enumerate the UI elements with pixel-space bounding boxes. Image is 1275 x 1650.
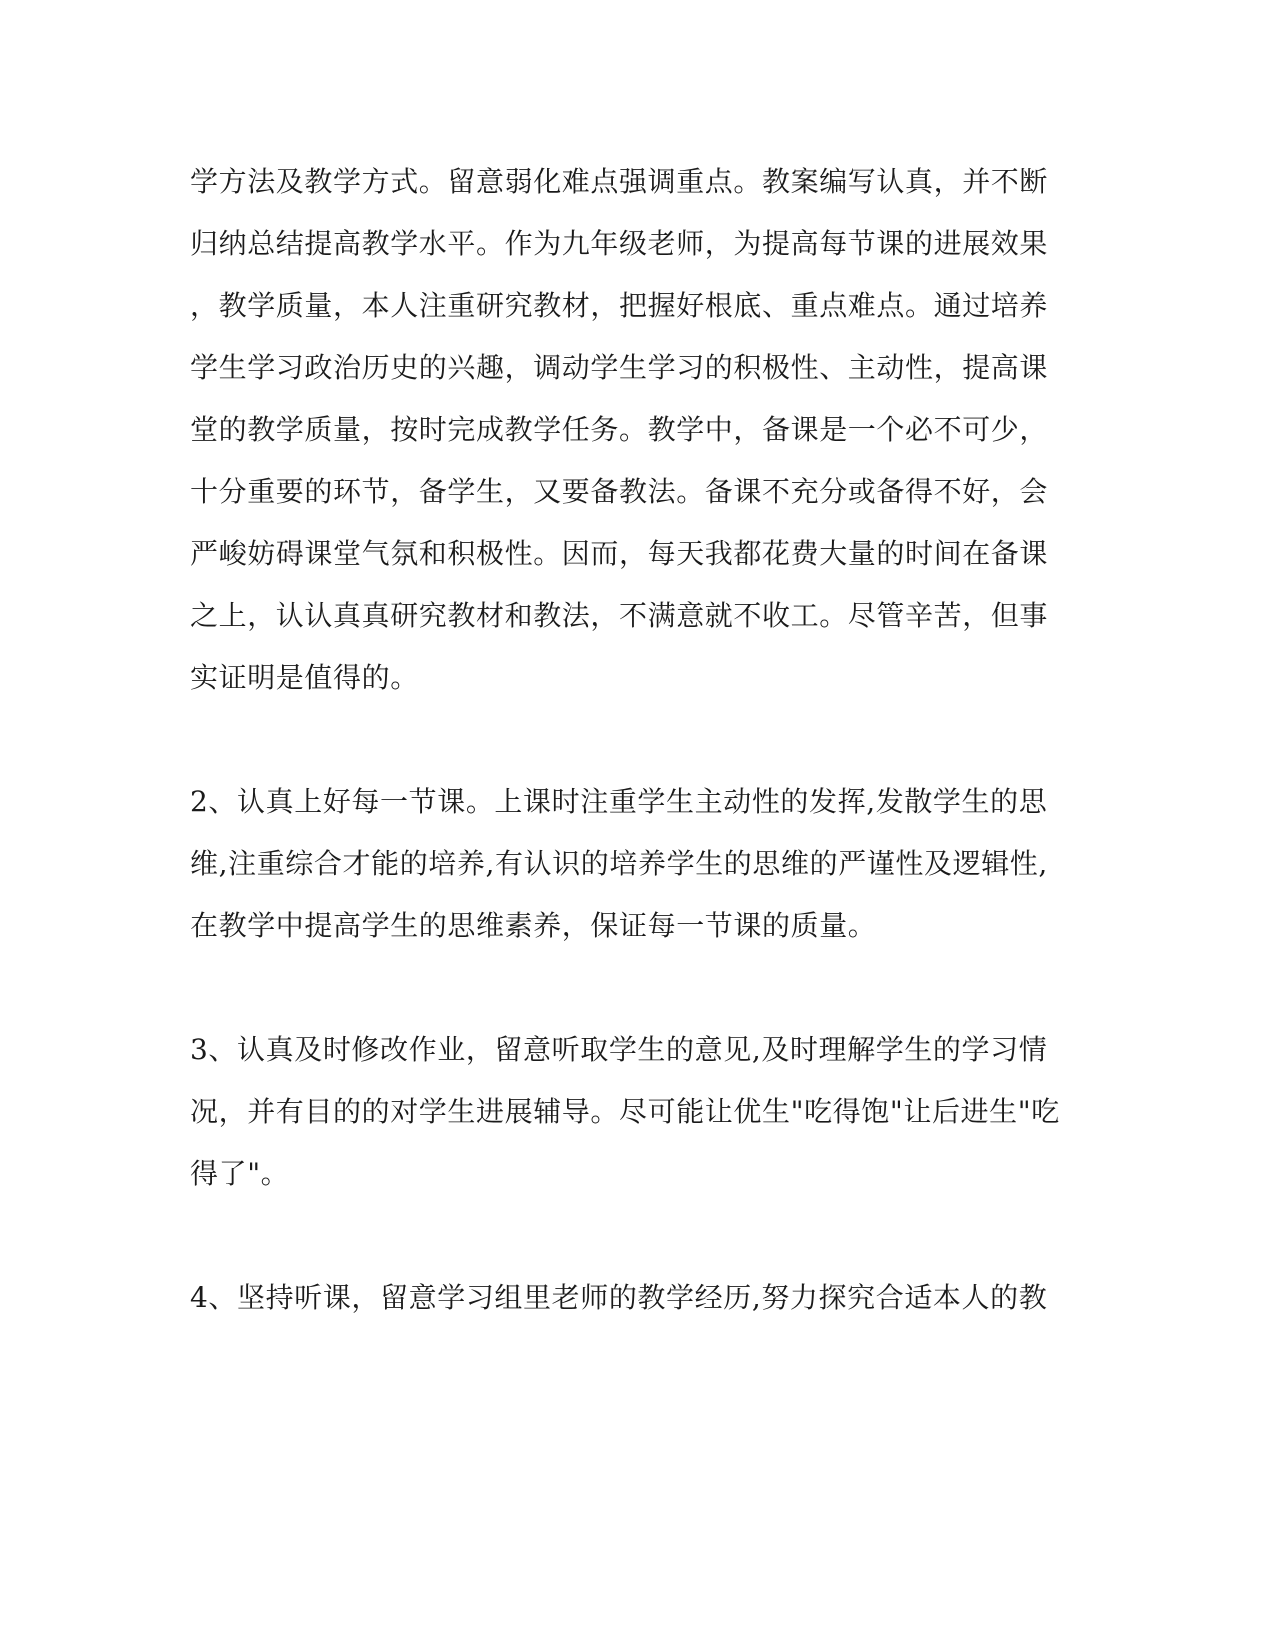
paragraph-4-line-1: 4、坚持听课，留意学习组里老师的教学经历,努力探究合适本人的教 <box>190 1281 1048 1314</box>
paragraph-2-line-2: 维,注重综合才能的培养,有认识的培养学生的思维的严谨性及逻辑性, <box>190 847 1048 880</box>
paragraph-2-line-1: 2、认真上好每一节课。上课时注重学生主动性的发挥,发散学生的思 <box>190 785 1048 818</box>
paragraph-1-line-9: 实证明是值得的。 <box>190 661 419 694</box>
paragraph-3-line-1: 3、认真及时修改作业，留意听取学生的意见,及时理解学生的学习情 <box>190 1033 1048 1066</box>
paragraph-2-line-3: 在教学中提高学生的思维素养，保证每一节课的质量。 <box>190 909 877 942</box>
paragraph-3-line-2: 况，并有目的的对学生进展辅导。尽可能让优生"吃得饱"让后进生"吃 <box>190 1095 1060 1128</box>
paragraph-1-line-1: 学方法及教学方式。留意弱化难点强调重点。教案编写认真，并不断 <box>190 165 1049 198</box>
paragraph-1-line-2: 归纳总结提高教学水平。作为九年级老师，为提高每节课的进展效果 <box>190 227 1049 260</box>
paragraph-1-line-6: 十分重要的环节，备学生，又要备教法。备课不充分或备得不好，会 <box>190 475 1049 508</box>
paragraph-3-line-3: 得了"。 <box>190 1157 290 1190</box>
paragraph-1-line-5: 堂的教学质量，按时完成教学任务。教学中，备课是一个必不可少， <box>190 413 1049 446</box>
paragraph-1-line-7: 严峻妨碍课堂气氛和积极性。因而，每天我都花费大量的时间在备课 <box>190 537 1049 570</box>
paragraph-1-line-3: ，教学质量，本人注重研究教材，把握好根底、重点难点。通过培养 <box>190 289 1049 322</box>
paragraph-1-line-4: 学生学习政治历史的兴趣，调动学生学习的积极性、主动性，提高课 <box>190 351 1049 384</box>
paragraph-1-line-8: 之上，认认真真研究教材和教法，不满意就不收工。尽管辛苦，但事 <box>190 599 1049 632</box>
